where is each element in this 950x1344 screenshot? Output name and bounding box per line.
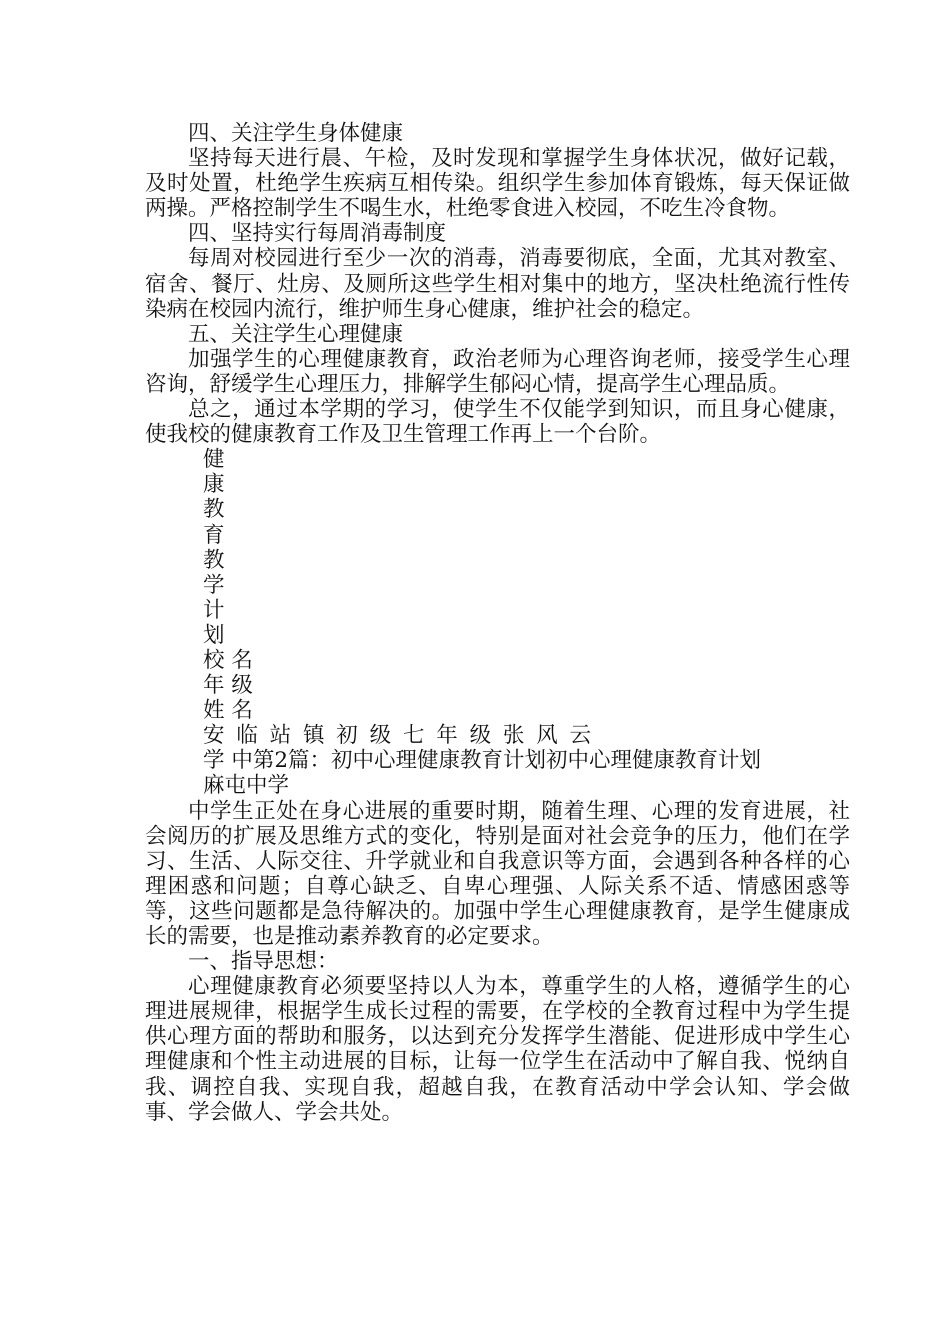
- paragraph: 每周对校园进行至少一次的消毒，消毒要彻底，全面，尤其对教室、宿舍、餐厅、灶房、及厕所这些学生相对集中的地方，坚决杜绝流行性传染病在校园内流行，维护师生身心健康，维护社会的稳定。: [145, 246, 850, 322]
- paragraph: 加强学生的心理健康教育，政治老师为心理咨询老师，接受学生心理咨询，舒缓学生心理压力，排解学生郁闷心情，提高学生心理品质。: [145, 346, 850, 397]
- cover-title-vertical: [145, 447, 850, 648]
- cover-title-char: 育: [203, 522, 225, 548]
- cover-title-char: 康: [203, 472, 225, 498]
- cover-info-line: 安临站镇初级七年级张风云: [203, 723, 603, 749]
- paragraph: 心理健康教育必须要坚持以人为本，尊重学生的人格，遵循学生的心理进展规律，根据学生成长过程的需要，在学校的全教育过程中为学生提供心理方面的帮助和服务，以达到充分发挥学生潜能、促进形成中学生心理健康和个性主动进展的目标，让每一位学生在活动中了解自我、悦纳自我、调控自我、实现自我，超越自我，在教育活动中学会认知、学会做事、学会做人、学会共处。: [145, 974, 850, 1125]
- cover-title-char: 教: [203, 497, 225, 523]
- section-heading: 一、指导思想：: [188, 949, 339, 975]
- paragraph: 坚持每天进行晨、午检，及时发现和掌握学生身体状况，做好记载，及时处置，杜绝学生疾病互相传染。组织学生参加体育锻炼，每天保证做两操。严格控制学生不喝生水，杜绝零食进入校园，不吃生冷食物。: [145, 146, 850, 222]
- section-heading: 五、关注学生心理健康: [188, 321, 404, 347]
- name-label: 姓 名: [203, 698, 253, 724]
- school-label: 校 名: [203, 647, 253, 673]
- next-article-title: 学 中第2篇：初中心理健康教育计划初中心理健康教育计划: [203, 748, 762, 774]
- cover-title-char: 计: [203, 597, 225, 623]
- paragraph: 总之，通过本学期的学习，使学生不仅能学到知识，而且身心健康，使我校的健康教育工作及卫生管理工作再上一个台阶。: [145, 397, 850, 448]
- school-name: 麻屯中学: [203, 773, 290, 799]
- paragraph: 中学生正处在身心进展的重要时期，随着生理、心理的发育进展，社会阅历的扩展及思维方式的变化，特别是面对社会竞争的压力，他们在学习、生活、人际交往、升学就业和自我意识等方面，会遇到各种各样的心理困惑和问题；自尊心缺乏、自卑心理强、人际关系不适、情感困惑等等，这些问题都是急待解决的。加强中学生心理健康教育，是学生健康成长的需要，也是推动素养教育的必定要求。: [145, 798, 850, 949]
- section-heading: 四、坚持实行每周消毒制度: [188, 221, 447, 247]
- cover-title-char: 教: [203, 547, 225, 573]
- cover-title-char: 学: [203, 572, 225, 598]
- cover-fields: [145, 648, 850, 799]
- cover-title-char: 健: [203, 447, 225, 473]
- cover-title-char: 划: [203, 622, 225, 648]
- grade-label: 年 级: [203, 673, 253, 699]
- section-heading: 四、关注学生身体健康: [188, 121, 404, 146]
